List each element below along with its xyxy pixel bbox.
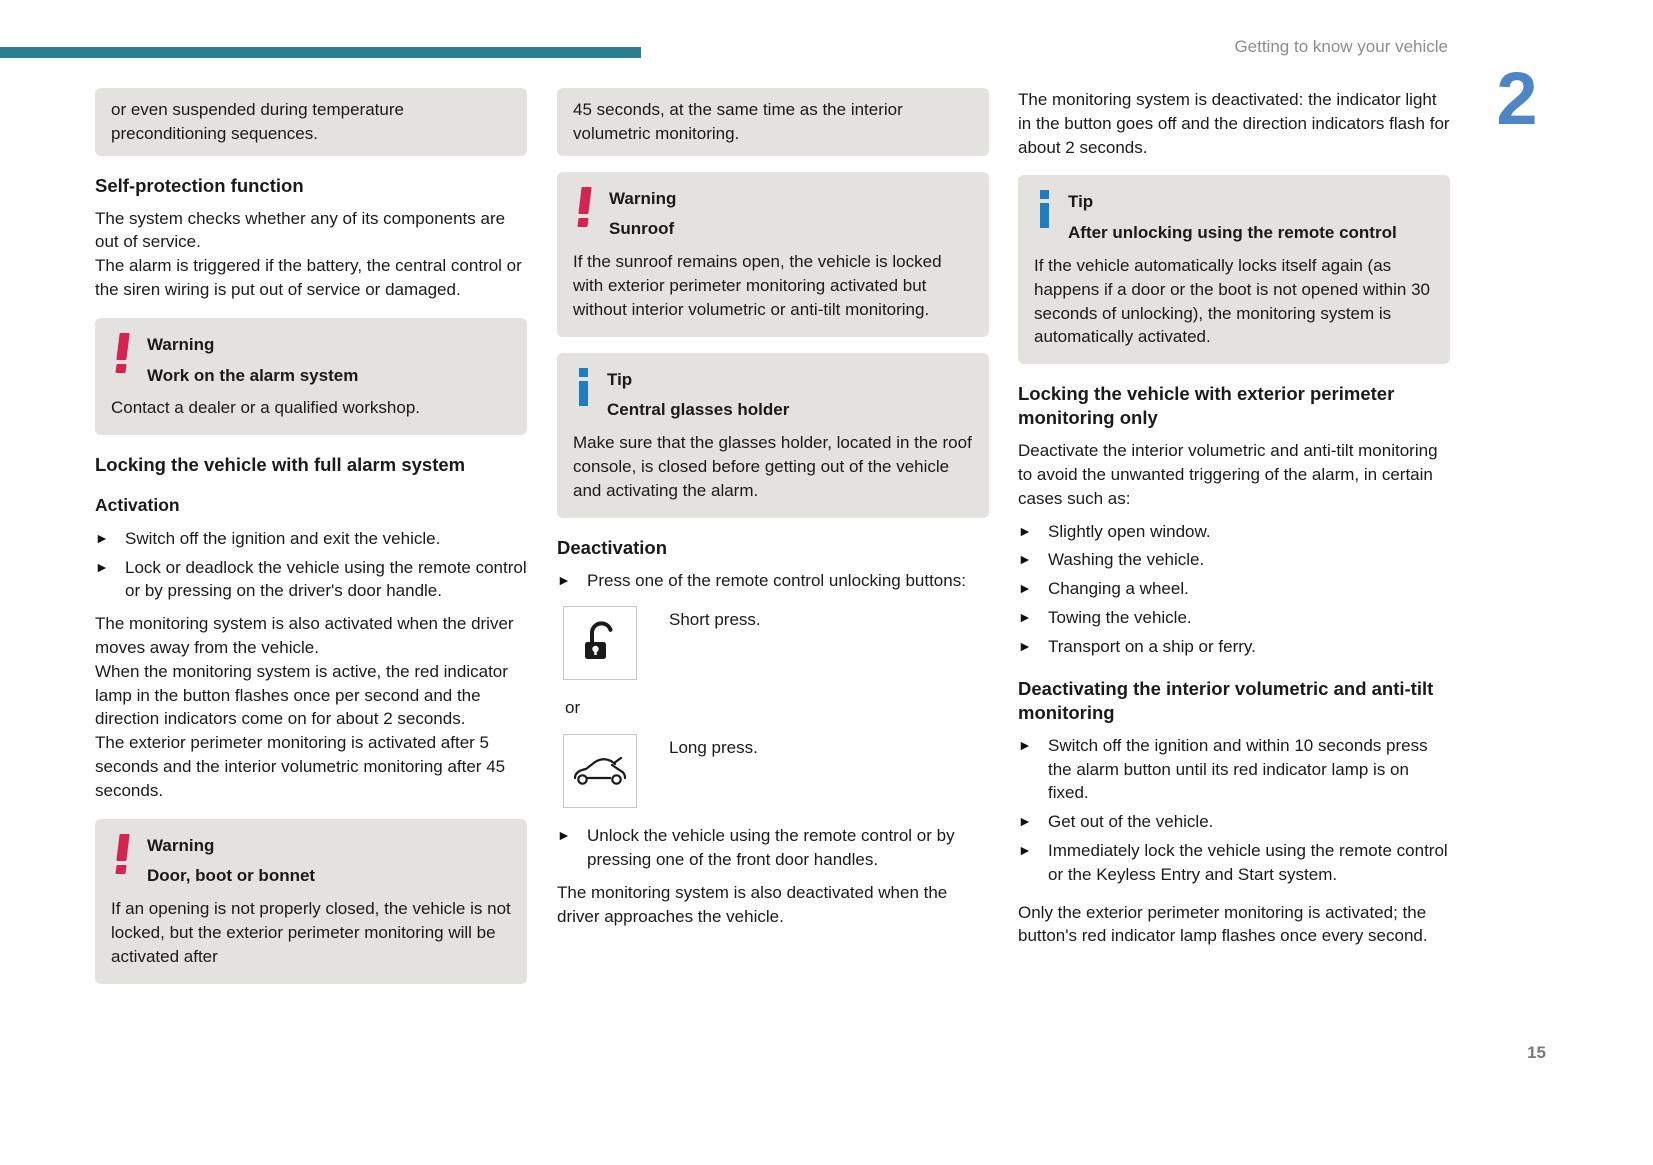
bullet-item [1018,810,1450,834]
bullet-text: Unlock the vehicle using the remote control or by pressing one of the front door handles. [587,826,955,869]
bullet-text: Changing a wheel. [1048,579,1189,599]
bullet-text: Slightly open window. [1048,521,1211,541]
warning-body: If the sunroof remains open, the vehicle is locked with exterior perimeter monitoring activated but without interior volumetric or anti-tilt monitoring. [573,252,942,319]
paragraph: The monitoring system is also deactivated when the driver approaches the vehicle. [557,882,948,926]
paragraph: Deactivate the interior volumetric and anti-tilt monitoring to avoid the unwanted triggering of the alarm, in certain cases such as: [1018,441,1438,508]
tip-body: Make sure that the glasses holder, located in the roof console, is closed before getting out of the vehicle and activating the alarm. [573,433,972,500]
bullet-arrow-icon: ► [1018,609,1032,626]
tip-body: If the vehicle automatically locks itself again (as happens if a door or the boot is not opened within 30 seconds of unlocking), the monitoring system is automatically activated. [1034,255,1431,347]
warning-title: Sunroof [609,219,675,239]
unlock-padlock-icon [563,606,637,680]
continuation-note [95,88,527,156]
bullet-item [1018,734,1450,805]
paragraph: Only the exterior perimeter monitoring is activated; the button's red indicator lamp flashes once every second. [1018,902,1428,946]
pictogram-row-short-press [563,606,989,680]
paragraph-block [95,612,527,802]
warning-body: If an opening is not properly closed, the vehicle is not locked, but the exterior perimeter monitoring will be activated after [111,899,511,966]
section-heading-deactivation: Deactivation [557,536,668,558]
bullet-item [1018,635,1450,659]
warning-icon [573,187,597,233]
paragraph-block [1018,88,1450,159]
bullet-item [557,824,989,872]
pictogram-caption: Short press. [669,610,761,630]
paragraph-block [1018,901,1450,949]
tip-title: Central glasses holder [607,400,790,420]
bullet-arrow-icon: ► [557,827,571,844]
bullet-arrow-icon: ► [1018,580,1032,597]
bullet-text: Washing the vehicle. [1048,550,1205,570]
paragraph: When the monitoring system is active, the red indicator lamp in the button flashes once per second and the direction indicators come on for about 2 seconds. [95,661,508,729]
bullet-text: Switch off the ignition and exit the vehicle. [125,528,441,548]
bullet-text: Get out of the vehicle. [1048,812,1214,832]
bullet-item [1018,839,1450,887]
tip-icon [1034,190,1054,234]
tip-box-glasses-holder [557,353,989,518]
bullet-arrow-icon: ► [95,529,109,546]
bullet-text: Transport on a ship or ferry. [1048,636,1256,656]
section-heading-full-alarm: Locking the vehicle with full alarm system [95,454,466,476]
warning-title: Door, boot or bonnet [147,866,316,886]
pictogram-caption: Long press. [669,738,758,758]
warning-title: Work on the alarm system [147,365,359,385]
paragraph: The alarm is triggered if the battery, the central control or the siren wiring is put out of service or damaged. [95,256,522,300]
warning-label: Warning [147,334,215,354]
warning-box-sunroof [557,172,989,337]
bullet-item [1018,520,1450,544]
or-text: or [565,698,581,718]
column-right [1018,88,1450,957]
tip-title: After unlocking using the remote control [1068,223,1397,243]
paragraph: The exterior perimeter monitoring is activated after 5 seconds and the interior volumetric monitoring after 45 seconds. [95,733,506,800]
bullet-arrow-icon: ► [557,571,571,588]
paragraph: The monitoring system is also activated when the driver moves away from the vehicle. [95,614,514,657]
bullet-text: Press one of the remote control unlocking buttons: [587,570,966,590]
breadcrumb: Getting to know your vehicle [1234,37,1448,56]
bullet-arrow-icon: ► [1018,522,1032,539]
warning-label: Warning [147,835,215,855]
section-heading-self-protection: Self-protection function [95,174,304,196]
warning-box-alarm-system [95,318,527,435]
section-heading-perimeter-only: Locking the vehicle with exterior perimeter monitoring only [1018,383,1395,429]
bullet-arrow-icon: ► [1018,736,1032,753]
bullet-arrow-icon: ► [1018,637,1032,654]
section-heading-deactivating-volumetric: Deactivating the interior volumetric and anti-tilt monitoring [1018,677,1434,723]
tip-icon [573,368,593,412]
car-boot-open-icon [563,734,637,808]
bullet-item [95,527,527,551]
bullet-item [557,569,989,593]
pictogram-row-long-press [563,734,989,808]
continuation-note [557,88,989,156]
warning-label: Warning [609,188,677,208]
subheading-activation: Activation [95,495,180,516]
warning-box-door-boot-bonnet [95,819,527,984]
tip-label: Tip [1068,192,1094,212]
warning-icon [111,834,135,880]
bullet-text: Immediately lock the vehicle using the remote control or the Keyless Entry and Start system. [1048,840,1448,884]
column-middle [557,88,989,937]
bullet-item [1018,606,1450,630]
bullet-item [1018,577,1450,601]
bullet-arrow-icon: ► [95,558,109,575]
column-left [95,88,527,1000]
paragraph-block [95,207,527,302]
warning-body: Contact a dealer or a qualified workshop. [111,398,421,418]
bullet-arrow-icon: ► [1018,813,1032,830]
bullet-arrow-icon: ► [1018,841,1032,858]
bullet-arrow-icon: ► [1018,551,1032,568]
continuation-text: or even suspended during temperature preconditioning sequences. [111,100,404,143]
tip-label: Tip [607,369,633,389]
paragraph: The monitoring system is deactivated: the indicator light in the button goes off and the direction indicators flash for about 2 seconds. [1018,90,1450,157]
header-accent-bar [0,47,641,58]
continuation-text: 45 seconds, at the same time as the interior volumetric monitoring. [573,100,903,143]
paragraph: The system checks whether any of its components are out of service. [95,208,506,252]
page-number: 15 [1527,1043,1546,1062]
warning-icon [111,333,135,379]
paragraph-block [1018,439,1450,510]
bullet-text: Lock or deadlock the vehicle using the remote control or by pressing on the driver's door handle. [125,557,527,601]
bullet-text: Towing the vehicle. [1048,608,1192,628]
paragraph-block [557,881,989,929]
chapter-number: 2 [1496,57,1538,140]
tip-box-after-unlocking [1018,175,1450,364]
bullet-text: Switch off the ignition and within 10 seconds press the alarm button until its red indicator lamp is on fixed. [1048,735,1428,803]
bullet-item [95,556,527,604]
bullet-item [1018,548,1450,572]
